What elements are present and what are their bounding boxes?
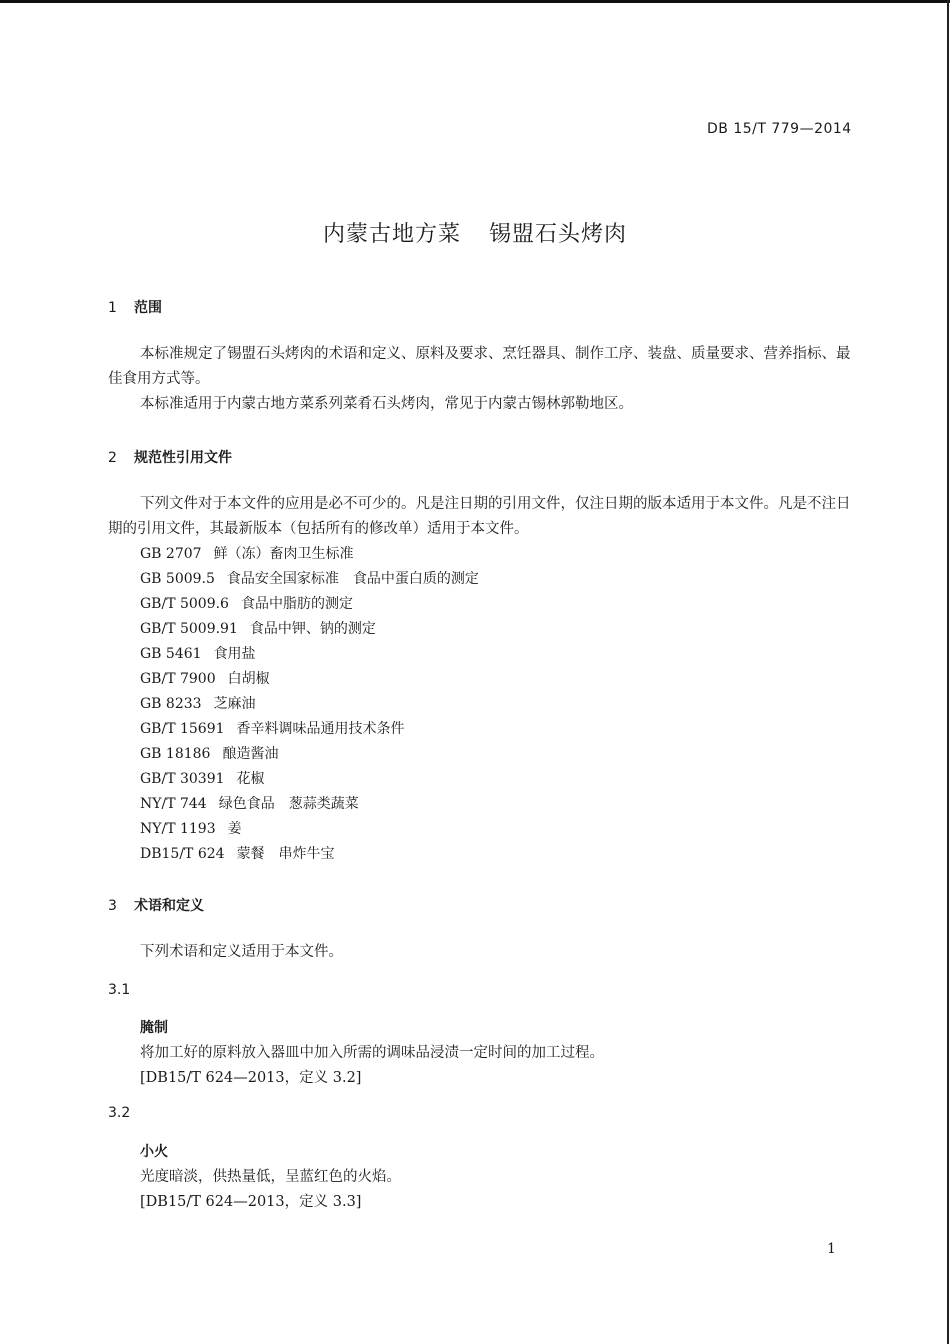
- term-definition: 将加工好的原料放入器皿中加入所需的调味品浸渍一定时间的加工过程。: [140, 1045, 604, 1061]
- scan-border-right: [947, 0, 949, 1344]
- reference-code: NY/T 1193: [140, 821, 216, 837]
- section-number: 3: [108, 898, 117, 914]
- reference-code: NY/T 744: [140, 796, 207, 812]
- reference-title: 花椒: [236, 771, 265, 787]
- term-definition: 光度暗淡，供热量低，呈蓝红色的火焰。: [140, 1169, 401, 1185]
- reference-title: 鲜（冻）畜肉卫生标准: [213, 546, 354, 562]
- reference-item: [140, 717, 479, 742]
- reference-item: [140, 692, 479, 717]
- reference-item: [140, 567, 479, 592]
- section-1-body: [108, 342, 858, 417]
- reference-item: [140, 742, 479, 767]
- reference-code: GB 5009.5: [140, 571, 215, 587]
- reference-title: 芝麻油: [213, 696, 256, 712]
- paragraph: 下列术语和定义适用于本文件。: [140, 944, 343, 960]
- section-title: 规范性引用文件: [134, 450, 232, 466]
- page-number: 1: [827, 1241, 836, 1257]
- reference-title: 食用盐: [213, 646, 256, 662]
- title-part-1: 内蒙古地方菜: [322, 222, 461, 247]
- reference-item: [140, 542, 479, 567]
- standard-code: DB 15/T 779—2014: [707, 121, 852, 137]
- reference-title: 姜: [227, 821, 242, 837]
- term-source: [DB15/T 624—2013，定义 3.3]: [140, 1194, 362, 1210]
- document-title: [0, 217, 950, 248]
- section-title: 范围: [134, 300, 162, 316]
- term: 腌制: [140, 1020, 168, 1036]
- reference-item: [140, 642, 479, 667]
- reference-code: GB 18186: [140, 746, 211, 762]
- reference-code: GB/T 5009.91: [140, 621, 238, 637]
- reference-item: [140, 617, 479, 642]
- section-3-heading: [108, 895, 204, 915]
- reference-item: [140, 817, 479, 842]
- reference-item: [140, 842, 479, 867]
- section-1-heading: [108, 297, 162, 317]
- clause-number: 3.2: [108, 1105, 131, 1121]
- clause-number: 3.1: [108, 982, 131, 998]
- reference-code: GB 8233: [140, 696, 202, 712]
- reference-code: GB/T 30391: [140, 771, 225, 787]
- paragraph: 本标准适用于内蒙古地方菜系列菜肴石头烤肉，常见于内蒙古锡林郭勒地区。: [140, 396, 633, 412]
- reference-item: [140, 767, 479, 792]
- reference-item: [140, 667, 479, 692]
- reference-title: 食品中脂肪的测定: [240, 596, 353, 612]
- reference-list: [140, 542, 479, 867]
- term-entry: [140, 1016, 604, 1091]
- reference-title: 酿造酱油: [222, 746, 279, 762]
- section-2-body: [108, 492, 858, 542]
- title-part-2: 锡盟石头烤肉: [489, 222, 628, 247]
- reference-title: 香辛料调味品通用技术条件: [236, 721, 405, 737]
- reference-title: 白胡椒: [227, 671, 270, 687]
- term: 小火: [140, 1144, 168, 1160]
- paragraph: 本标准规定了锡盟石头烤肉的术语和定义、原料及要求、烹饪器具、制作工序、装盘、质量要求、营养指标、最佳食用方式等。: [108, 346, 851, 387]
- reference-code: GB/T 7900: [140, 671, 216, 687]
- section-2-heading: [108, 447, 232, 467]
- reference-code: DB15/T 624: [140, 846, 225, 862]
- section-number: 1: [108, 300, 117, 316]
- reference-title: 食品中钾、钠的测定: [249, 621, 376, 637]
- reference-code: GB/T 15691: [140, 721, 225, 737]
- paragraph: 下列文件对于本文件的应用是必不可少的。凡是注日期的引用文件，仅注日期的版本适用于本文件。凡是不注日期的引用文件，其最新版本（包括所有的修改单）适用于本文件。: [108, 496, 851, 537]
- section-number: 2: [108, 450, 117, 466]
- term-source: [DB15/T 624—2013，定义 3.2]: [140, 1070, 362, 1086]
- term-entry: [140, 1140, 401, 1215]
- section-3-body: [108, 940, 858, 965]
- reference-title: 食品安全国家标准 食品中蛋白质的测定: [226, 571, 479, 587]
- reference-item: [140, 592, 479, 617]
- section-title: 术语和定义: [134, 898, 204, 914]
- reference-code: GB/T 5009.6: [140, 596, 229, 612]
- reference-item: [140, 792, 479, 817]
- reference-title: 蒙餐 串炸牛宝: [236, 846, 335, 862]
- reference-code: GB 5461: [140, 646, 202, 662]
- scan-border-top: [0, 0, 950, 3]
- reference-code: GB 2707: [140, 546, 202, 562]
- reference-title: 绿色食品 葱蒜类蔬菜: [218, 796, 359, 812]
